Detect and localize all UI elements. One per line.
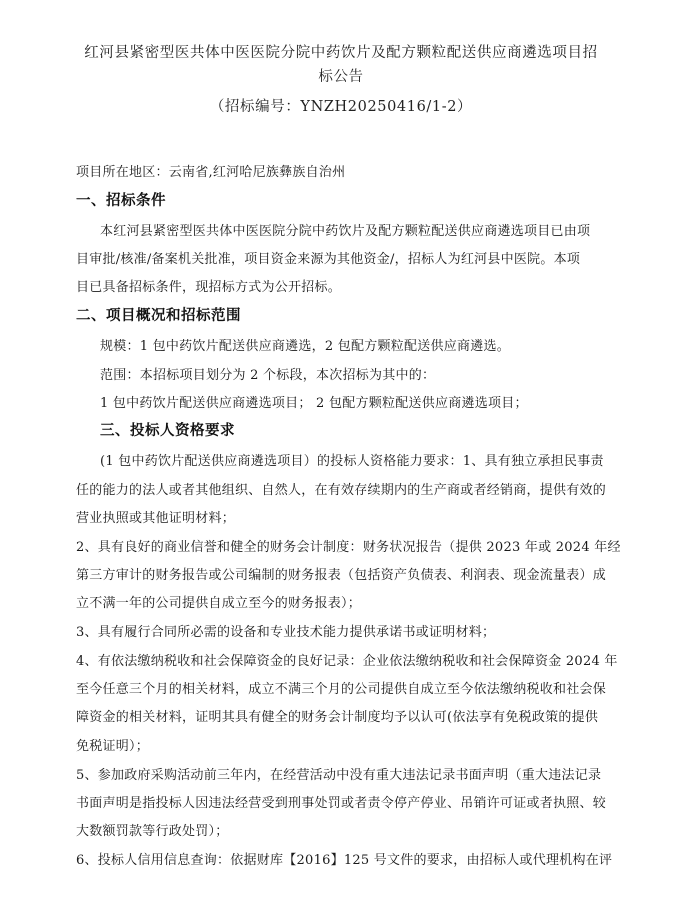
qualification-4-line1: 4、有依法缴纳税收和社会保障资金的良好记录：企业依法缴纳税收和社会保障资金 2024 年 (76, 654, 618, 669)
qualification-4-line3: 障资金的相关材料，证明其具有健全的财务会计制度均予以认可(依法享有免税政策的提供 (76, 710, 599, 725)
project-scope-text: 范围：本招标项目划分为 2 个标段，本次招标为其中的： (100, 368, 436, 383)
qualification-4-line4: 免税证明）； (76, 739, 150, 754)
section-heading-bidder-qualification: 三、投标人资格要求 (100, 423, 235, 439)
announcement-title-line2: 标公告 (318, 69, 364, 85)
qualification-6-line1: 6、投标人信用信息查询：依据财库【2016】125 号文件的要求，由招标人或代理机构在评 (76, 853, 613, 868)
qualification-5-line3: 大数额罚款等行政处罚）； (76, 824, 229, 839)
qualification-1-line3: 营业执照或其他证明材料； (76, 511, 236, 526)
project-region: 项目所在地区：云南省,红河哈尼族彝族自治州 (76, 165, 346, 180)
qualification-2-line1: 2、具有良好的商业信誉和健全的财务会计制度：财务状况报告（提供 2023 年或 2024 年经 (76, 540, 621, 555)
section-heading-tender-conditions: 一、招标条件 (76, 193, 166, 209)
lot-list-text: 1 包中药饮片配送供应商遴选项目； 2 包配方颗粒配送供应商遴选项目； (100, 396, 528, 411)
tender-conditions-text-line1: 本红河县紧密型医共体中医医院分院中药饮片及配方颗粒配送供应商遴选项目已由项 (100, 224, 591, 239)
qualification-3-line1: 3、具有履行合同所必需的设备和专业技术能力提供承诺书或证明材料； (76, 625, 496, 640)
qualification-2-line3: 立不满一年的公司提供自成立至今的财务报表）； (76, 596, 362, 611)
qualification-5-line1: 5、参加政府采购活动前三年内，在经营活动中没有重大违法记录书面声明（重大违法记录 (76, 768, 602, 783)
qualification-1-line2: 任的能力的法人或者其他组织、自然人，在有效存续期内的生产商或者经销商，提供有效的 (76, 483, 607, 498)
announcement-title-line1: 红河县紧密型医共体中医医院分院中药饮片及配方颗粒配送供应商遴选项目招 (84, 45, 598, 61)
qualification-5-line2: 书面声明是指投标人因违法经营受到刑事处罚或者责令停产停业、吊销许可证或者执照、较 (76, 796, 607, 811)
tender-conditions-text-line3: 目已具备招标条件，现招标方式为公开招标。 (76, 280, 342, 295)
qualification-2-line2: 第三方审计的财务报告或公司编制的财务报表（包括资产负债表、利润表、现金流量表）成 (76, 568, 607, 583)
section-heading-project-overview: 二、项目概况和招标范围 (76, 308, 241, 324)
qualification-1-line1: (1 包中药饮片配送供应商遴选项目）的投标人资格能力要求：1、具有独立承担民事责 (100, 454, 604, 469)
tender-conditions-text-line2: 目审批/核准/备案机关批准，项目资金来源为其他资金/，招标人为红河县中医院。本项 (76, 252, 581, 267)
project-scale-text: 规模：1 包中药饮片配送供应商遴选，2 包配方颗粒配送供应商遴选。 (100, 339, 511, 354)
tender-number: （招标编号：YNZH20250416/1-2） (209, 99, 473, 115)
qualification-4-line2: 至今任意三个月的相关材料，成立不满三个月的公司提供自成立至今依法缴纳税收和社会保 (76, 682, 607, 697)
